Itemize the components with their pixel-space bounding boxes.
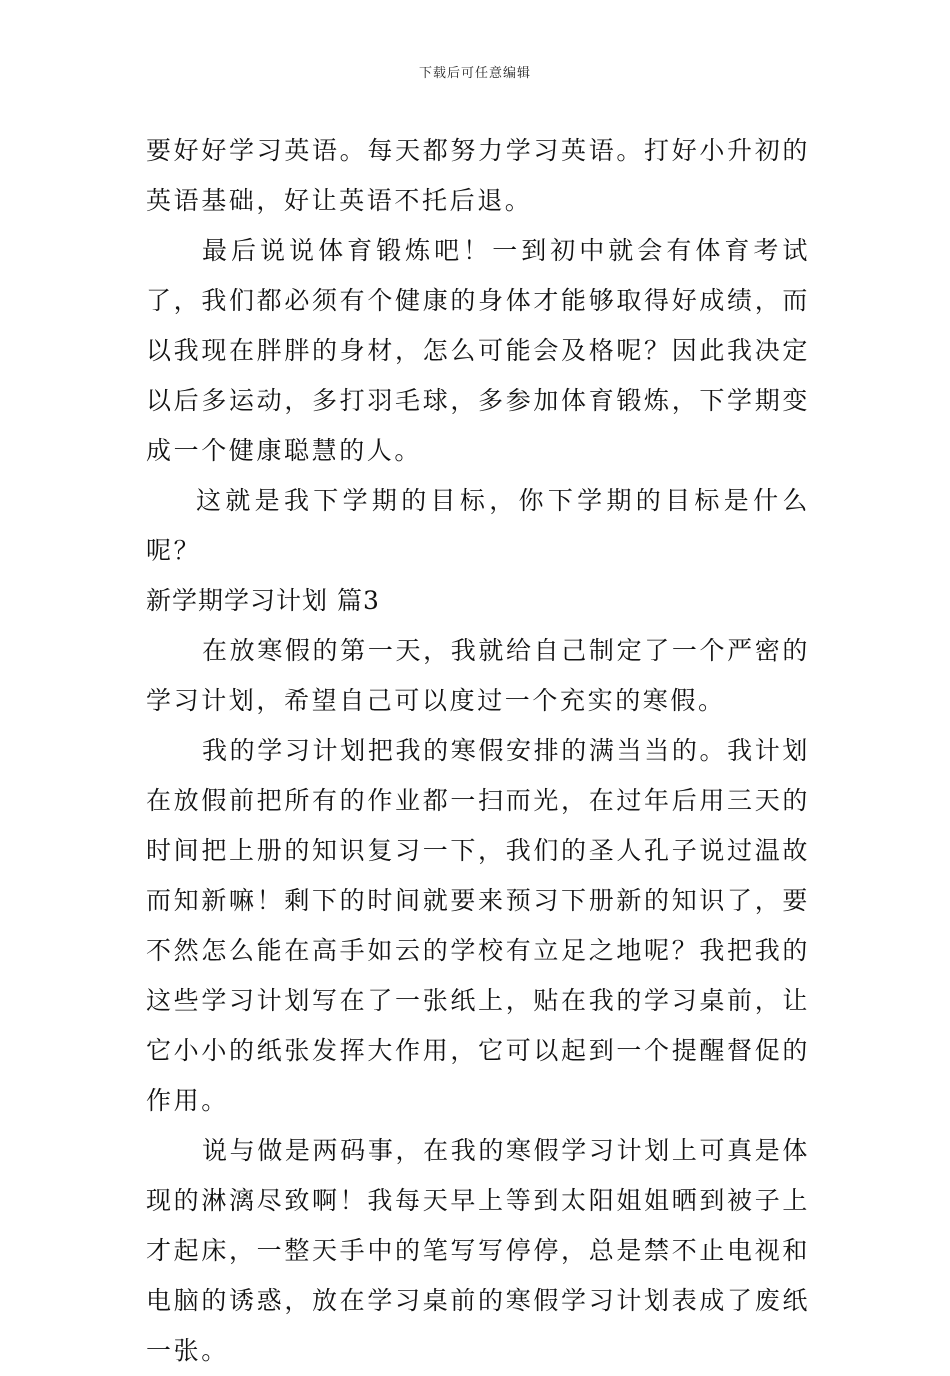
section-heading: 新学期学习计划 篇3 <box>146 586 380 615</box>
header-note: 下载后可任意编辑 <box>418 66 531 81</box>
document-body <box>146 126 810 1376</box>
paragraph-2: 最后说说体育锻炼吧！一到初中就会有体育考试了，我们都必须有个健康的身体才能够取得好成绩，而以我现在胖胖的身材，怎么可能会及格呢？因此我决定以后多运动，多打羽毛球，多参加体育锻炼，下学期变成一个健康聪慧的人。 <box>146 236 810 465</box>
paragraph-3: 这就是我下学期的目标，你下学期的目标是什么呢？ <box>146 486 810 565</box>
paragraph-5: 我的学习计划把我的寒假安排的满当当的。我计划在放假前把所有的作业都一扫而光，在过年后用三天的时间把上册的知识复习一下，我们的圣人孔子说过温故而知新嘛！剩下的时间就要来预习下册新的知识了，要不然怎么能在高手如云的学校有立足之地呢？我把我的这些学习计划写在了一张纸上，贴在我的学习桌前，让它小小的纸张发挥大作用，它可以起到一个提醒督促的作用。 <box>146 736 810 1115</box>
paragraph-4: 在放寒假的第一天，我就给自己制定了一个严密的学习计划，希望自己可以度过一个充实的寒假。 <box>146 636 810 715</box>
paragraph-6: 说与做是两码事，在我的寒假学习计划上可真是体现的淋漓尽致啊！我每天早上等到太阳姐姐晒到被子上才起床，一整天手中的笔写写停停，总是禁不止电视和电脑的诱惑，放在学习桌前的寒假学习计划表成了废纸一张。 <box>146 1136 810 1365</box>
paragraph-1: 要好好学习英语。每天都努力学习英语。打好小升初的英语基础，好让英语不托后退。 <box>146 136 810 215</box>
